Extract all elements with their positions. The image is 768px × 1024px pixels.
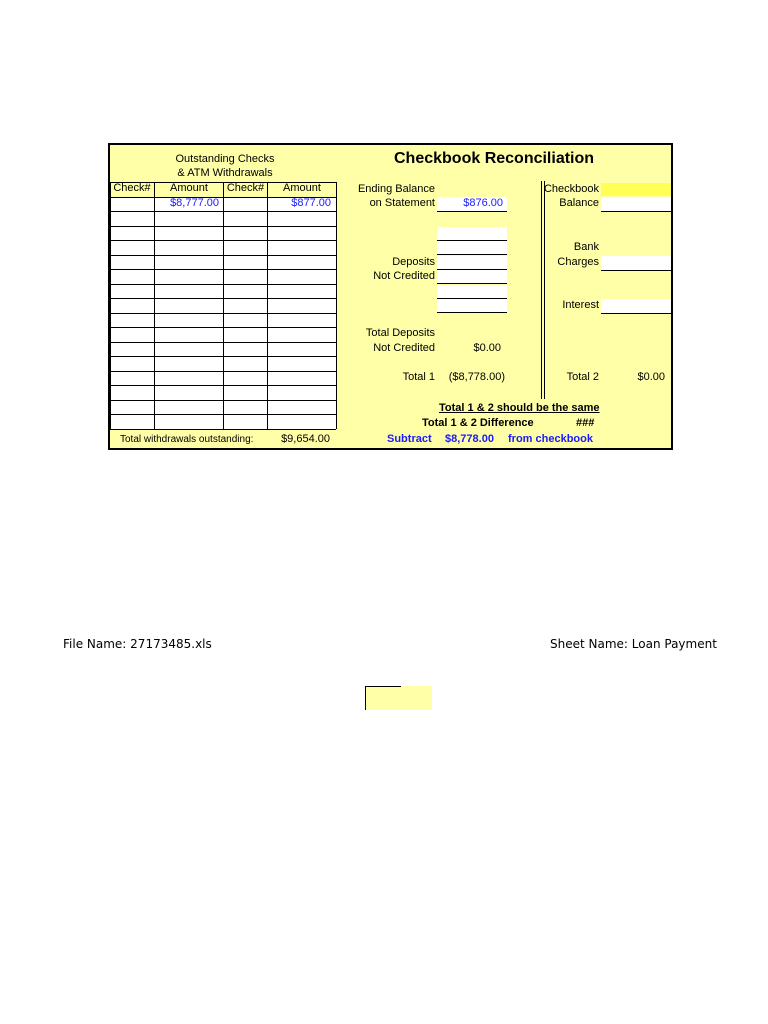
section-divider-left	[541, 181, 542, 399]
page-title: Checkbook Reconciliation	[394, 150, 595, 167]
grid-cell[interactable]	[223, 298, 267, 313]
interest-label: Interest	[562, 299, 599, 311]
file-name-label: File Name:	[63, 637, 127, 651]
grid-cell[interactable]	[267, 226, 336, 241]
grid-cell[interactable]	[267, 385, 336, 400]
grid-cell[interactable]	[267, 400, 336, 415]
grid-cell[interactable]	[110, 400, 154, 415]
grid-cell[interactable]	[154, 342, 223, 357]
grid-cell[interactable]	[154, 255, 223, 270]
grid-cell[interactable]	[223, 356, 267, 371]
grid-cell[interactable]	[110, 255, 154, 270]
grid-cell[interactable]	[110, 356, 154, 371]
interest-field[interactable]	[601, 299, 671, 314]
total-deposits-value: $0.00	[473, 342, 501, 354]
grid-cell[interactable]	[267, 371, 336, 386]
grid-cell[interactable]	[223, 226, 267, 241]
column-header-amount1: Amount	[170, 182, 208, 194]
grid-cell[interactable]	[267, 327, 336, 342]
grid-cell[interactable]	[267, 211, 336, 226]
subtract-suffix: from checkbook	[508, 433, 593, 445]
outstanding-header-line2: & ATM Withdrawals	[177, 167, 273, 179]
grid-cell[interactable]	[267, 414, 336, 429]
grid-cell[interactable]	[267, 269, 336, 284]
bank-charges-field[interactable]	[601, 256, 671, 271]
grid-cell[interactable]	[110, 284, 154, 299]
deposit-field-6[interactable]	[437, 299, 507, 313]
grid-cell[interactable]	[223, 414, 267, 429]
total-deposits-label-line1: Total Deposits	[365, 327, 435, 339]
grid-cell[interactable]	[110, 298, 154, 313]
grid-cell[interactable]	[154, 284, 223, 299]
grid-cell[interactable]	[223, 313, 267, 328]
selected-cell-highlight[interactable]	[365, 686, 432, 710]
grid-cell[interactable]	[267, 342, 336, 357]
checkbook-label-line2: Balance	[559, 197, 599, 209]
grid-cell[interactable]	[154, 211, 223, 226]
grid-cell[interactable]	[110, 414, 154, 429]
grid-column-rule	[154, 182, 155, 429]
grid-cell[interactable]	[223, 197, 267, 212]
column-header-amount2: Amount	[283, 182, 321, 194]
grid-cell[interactable]	[110, 385, 154, 400]
deposit-field-3[interactable]	[437, 256, 507, 270]
grid-cell[interactable]	[110, 240, 154, 255]
sheet-name-label: Sheet Name:	[550, 637, 628, 651]
total1-label: Total 1	[402, 371, 435, 383]
row1-amount1[interactable]: $8,777.00	[170, 197, 219, 209]
outstanding-header-line1: Outstanding Checks	[175, 153, 275, 165]
grid-cell[interactable]	[267, 298, 336, 313]
total2-value: $0.00	[637, 371, 665, 383]
deposit-field-2[interactable]	[437, 241, 507, 255]
grid-cell[interactable]	[223, 371, 267, 386]
grid-cell[interactable]	[267, 313, 336, 328]
grid-cell[interactable]	[110, 211, 154, 226]
grid-cell[interactable]	[154, 269, 223, 284]
difference-label: Total 1 & 2 Difference	[422, 417, 534, 429]
grid-cell[interactable]	[110, 226, 154, 241]
section-divider-right	[544, 181, 545, 399]
deposit-field-5[interactable]	[437, 285, 507, 299]
grid-cell[interactable]	[110, 269, 154, 284]
grid-cell[interactable]	[223, 385, 267, 400]
subtract-label: Subtract	[387, 433, 432, 445]
should-be-same-note: Total 1 & 2 should be the same	[439, 402, 600, 414]
selected-cell-top-border	[365, 686, 401, 687]
grid-column-rule	[110, 182, 111, 429]
grid-cell[interactable]	[154, 371, 223, 386]
selected-cell-left-border	[365, 686, 366, 710]
grid-cell[interactable]	[110, 342, 154, 357]
grid-cell[interactable]	[267, 255, 336, 270]
grid-cell[interactable]	[267, 284, 336, 299]
grid-cell[interactable]	[154, 356, 223, 371]
grid-cell[interactable]	[110, 313, 154, 328]
grid-cell[interactable]	[154, 240, 223, 255]
grid-cell[interactable]	[267, 356, 336, 371]
grid-cell[interactable]	[154, 298, 223, 313]
column-header-check1: Check#	[113, 182, 151, 194]
sheet-name	[550, 637, 717, 651]
total1-value: ($8,778.00)	[448, 371, 505, 383]
grid-cell[interactable]	[267, 240, 336, 255]
deposit-field-1[interactable]	[437, 227, 507, 241]
total-deposits-label-line2: Not Credited	[373, 342, 435, 354]
grid-cell[interactable]	[154, 226, 223, 241]
ending-balance-label-line1: Ending Balance	[357, 183, 435, 195]
grid-cell[interactable]	[110, 197, 154, 212]
grid-row-rule	[110, 429, 336, 430]
grid-cell[interactable]	[223, 240, 267, 255]
total-withdrawals-label: Total withdrawals outstanding:	[120, 434, 254, 445]
grid-column-rule	[336, 182, 337, 429]
grid-cell[interactable]	[154, 385, 223, 400]
column-header-check2: Check#	[226, 182, 265, 194]
grid-column-rule	[267, 182, 268, 429]
subtract-value: $8,778.00	[445, 433, 494, 445]
ending-balance-field[interactable]: $876.00	[437, 197, 507, 212]
grid-cell[interactable]	[223, 255, 267, 270]
total2-label: Total 2	[566, 371, 599, 383]
grid-cell[interactable]	[223, 327, 267, 342]
grid-cell[interactable]	[223, 284, 267, 299]
grid-cell[interactable]	[154, 327, 223, 342]
grid-cell[interactable]	[223, 211, 267, 226]
deposit-field-4[interactable]	[437, 270, 507, 284]
grid-column-rule	[223, 182, 224, 429]
file-name	[63, 637, 212, 651]
grid-cell[interactable]	[154, 400, 223, 415]
total-withdrawals-value: $9,654.00	[281, 433, 330, 445]
grid-cell[interactable]	[110, 371, 154, 386]
grid-cell[interactable]	[154, 414, 223, 429]
reconciliation-panel	[108, 143, 673, 450]
file-name-value: 27173485.xls	[130, 637, 212, 651]
grid-cell[interactable]	[223, 400, 267, 415]
grid-cell[interactable]	[223, 342, 267, 357]
checkbook-balance-field[interactable]	[601, 197, 671, 212]
row1-amount2[interactable]: $877.00	[291, 197, 331, 209]
bank-charges-label-line1: Bank	[573, 241, 599, 253]
deposits-label-line1: Deposits	[392, 256, 435, 268]
grid-cell[interactable]	[110, 327, 154, 342]
grid-cell[interactable]	[223, 269, 267, 284]
grid-cell[interactable]	[154, 313, 223, 328]
difference-value: ###	[576, 417, 595, 429]
deposits-label-line2: Not Credited	[373, 270, 435, 282]
sheet-name-value: Loan Payment	[631, 637, 717, 651]
bank-charges-label-line2: Charges	[557, 256, 599, 268]
ending-balance-label-line2: on Statement	[369, 197, 435, 209]
checkbook-header-band	[601, 183, 671, 196]
checkbook-label-line1: Checkbook	[543, 183, 599, 195]
